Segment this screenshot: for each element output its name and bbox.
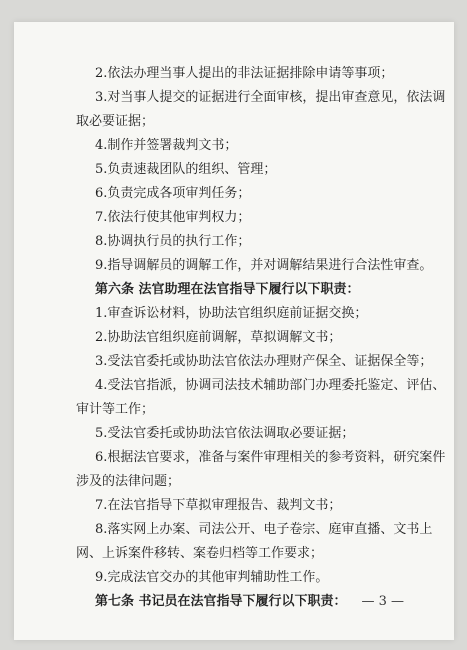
- text-line: 6.根据法官要求，准备与案件审理相关的参考资料，研究案件: [95, 450, 446, 465]
- article-heading: 第七条 书记员在法官指导下履行以下职责：: [95, 594, 347, 609]
- text-line: 审计等工作；: [76, 402, 155, 417]
- text-line: 9.完成法官交办的其他审判辅助性工作。: [95, 570, 329, 585]
- page-number: — 3 —: [361, 594, 404, 609]
- text-line: 9.指导调解员的调解工作，并对调解结果进行合法性审查。: [95, 258, 433, 273]
- text-line: 3.对当事人提交的证据进行全面审核，提出审查意见，依法调: [95, 90, 446, 105]
- text-line: 1.审查诉讼材料，协助法官组织庭前证据交换；: [95, 306, 368, 321]
- text-line: 4.制作并签署裁判文书；: [95, 138, 238, 153]
- article-heading: 第六条 法官助理在法官指导下履行以下职责：: [95, 282, 360, 297]
- text-line: 3.受法官委托或协助法官依法办理财产保全、证据保全等；: [95, 354, 433, 369]
- text-line: 取必要证据；: [76, 114, 155, 129]
- text-line: 7.在法官指导下草拟审理报告、裁判文书；: [95, 498, 342, 513]
- text-line: 4.受法官指派，协调司法技术辅助部门办理委托鉴定、评估、: [95, 378, 446, 393]
- text-line: 8.协调执行员的执行工作；: [95, 234, 251, 249]
- text-line: 6.负责完成各项审判任务；: [95, 186, 251, 201]
- text-line: 网、上诉案件移转、案卷归档等工作要求；: [76, 546, 324, 561]
- text-line: 8.落实网上办案、司法公开、电子卷宗、庭审直播、文书上: [95, 522, 433, 537]
- document-body: [76, 62, 446, 614]
- text-line: 涉及的法律问题；: [76, 474, 181, 489]
- text-line: 7.依法行使其他审判权力；: [95, 210, 251, 225]
- text-line: 2.依法办理当事人提出的非法证据排除申请等事项；: [95, 66, 394, 81]
- text-line: 5.受法官委托或协助法官依法调取必要证据；: [95, 426, 355, 441]
- text-line: 5.负责速裁团队的组织、管理；: [95, 162, 277, 177]
- text-line: 2.协助法官组织庭前调解，草拟调解文书；: [95, 330, 342, 345]
- document-page: [14, 22, 454, 640]
